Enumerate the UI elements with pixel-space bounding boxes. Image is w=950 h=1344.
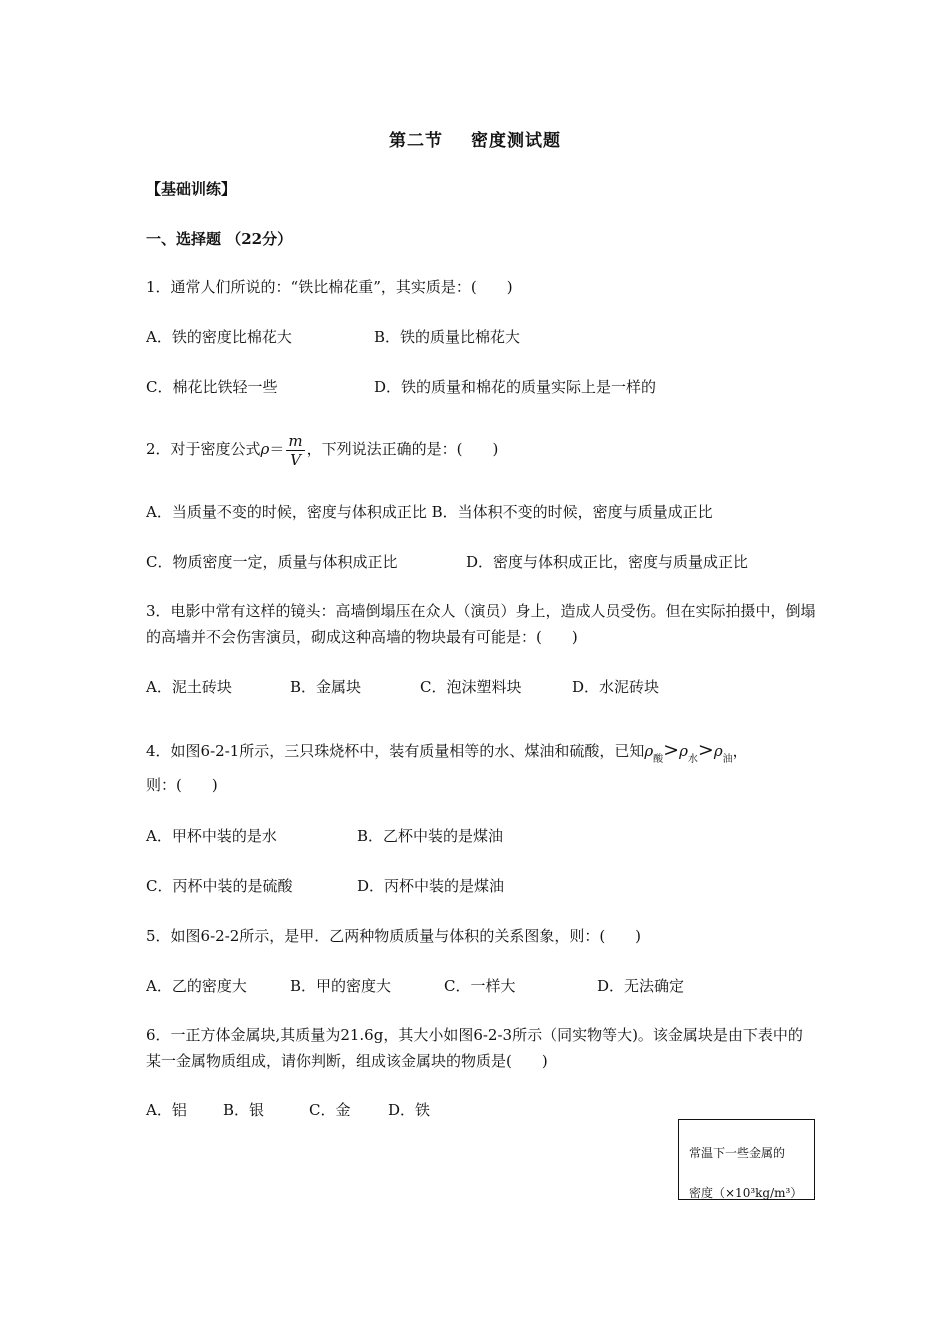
q1-option-b: B．铁的质量比棉花大 — [374, 328, 521, 346]
part-heading: 一、选择题 （22分） — [146, 230, 293, 248]
fraction-denominator: V — [290, 450, 301, 469]
q6-stem: 6．一正方体金属块,其质量为21.6g，其大小如图6-2-3所示（同实物等大)。该金属块是由下表中的某一金属物质组成，请你判断，组成该金属块的物质是( ) — [146, 1026, 803, 1070]
q3-option-c: C．泡沫塑料块 — [420, 678, 522, 696]
q1-option-d: D．铁的质量和棉花的质量实际上是一样的 — [374, 378, 657, 396]
greater-than-1: > — [663, 739, 680, 761]
sub-water: 水 — [687, 754, 698, 765]
rho-symbol: ρ — [260, 440, 270, 458]
q2-stem-post: ，下列说法正确的是：( ) — [306, 440, 499, 458]
q4-stem — [146, 740, 748, 770]
q5-option-b: B．甲的密度大 — [290, 977, 392, 995]
q2-option-d: D．密度与体积成正比，密度与质量成正比 — [466, 553, 749, 571]
q2-option-c: C．物质密度一定，质量与体积成正比 — [146, 553, 398, 571]
q5-stem: 5．如图6-2-2所示，是甲．乙两种物质质量与体积的关系图象，则：( ) — [146, 927, 642, 945]
q2-option-ab: A．当质量不变的时候，密度与体积成正比 B．当体积不变的时候，密度与质量成正比 — [146, 503, 713, 521]
equals-sign: ＝ — [269, 440, 285, 458]
rho-acid: ρ — [644, 742, 654, 760]
fraction-numerator: m — [288, 431, 303, 450]
q6-option-b: B．银 — [223, 1101, 265, 1119]
q4-option-a: A．甲杯中装的是水 — [146, 827, 277, 845]
sub-oil: 油 — [722, 754, 733, 765]
q1-stem: 1．通常人们所说的：“铁比棉花重”，其实质是：( ) — [146, 278, 513, 296]
q2-stem — [146, 428, 498, 470]
greater-than-2: > — [697, 739, 714, 761]
q4-option-b: B．乙杯中装的是煤油 — [357, 827, 504, 845]
q4-stem-pre: 4．如图6-2-1所示，三只珠烧杯中，装有质量相等的水、煤油和硫酸，已知 — [146, 742, 645, 760]
q6-option-c: C．金 — [309, 1101, 351, 1119]
q2-stem-pre: 2．对于密度公式 — [146, 440, 261, 458]
density-table-header — [678, 1119, 815, 1200]
q5-option-a: A．乙的密度大 — [146, 977, 247, 995]
rho-water: ρ — [679, 742, 688, 760]
q6-option-a: A．铝 — [146, 1101, 187, 1119]
q5-option-c: C．一样大 — [444, 977, 516, 995]
q4-option-c: C．丙杯中装的是硫酸 — [146, 877, 293, 895]
q1-option-c: C．棉花比铁轻一些 — [146, 378, 278, 396]
q4-option-d: D．丙杯中装的是煤油 — [357, 877, 505, 895]
q3-stem: 3．电影中常有这样的镜头：高墙倒塌压在众人（演员）身上，造成人员受伤。但在实际拍摄中，倒塌的高墙并不会伤害演员，砌成这种高墙的物块最有可能是：( ) — [146, 602, 816, 646]
table-header-line1: 常温下一些金属的 — [689, 1146, 786, 1160]
q1-option-a: A．铁的密度比棉花大 — [146, 328, 292, 346]
title-part2: 密度测试题 — [471, 131, 561, 151]
q4-stem-end: ， — [732, 742, 748, 760]
page-title — [0, 126, 950, 151]
q3-option-a: A．泥土砖块 — [146, 678, 232, 696]
q6-option-d: D．铁 — [388, 1101, 431, 1119]
section-label: 【基础训练】 — [146, 180, 237, 198]
rho-oil: ρ — [713, 742, 723, 760]
density-fraction — [286, 432, 304, 469]
title-part1: 第二节 — [389, 131, 443, 151]
table-header-line2: 密度（×10³kg/m³） — [689, 1186, 803, 1200]
q5-option-d: D．无法确定 — [597, 977, 685, 995]
sub-acid: 酸 — [653, 754, 664, 765]
q3-option-b: B．金属块 — [290, 678, 362, 696]
q3-option-d: D．水泥砖块 — [572, 678, 660, 696]
q4-stem-line2: 则：( ) — [146, 776, 218, 794]
